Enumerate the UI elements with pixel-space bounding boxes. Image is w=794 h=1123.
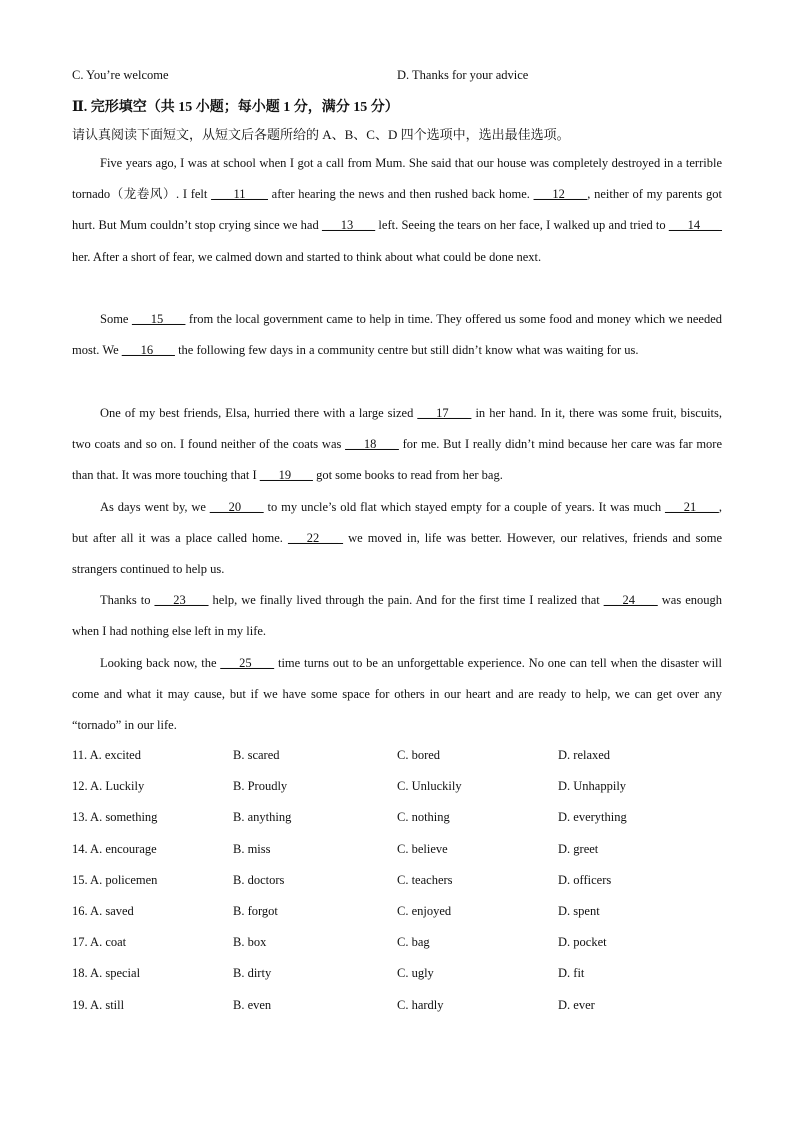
question-16-option-a: 16. A. saved — [72, 904, 134, 918]
question-11-option-c: C. bored — [397, 748, 441, 762]
passage-text: Five years ago, I was at school when I got a call from Mum. She said that our house was completely destroyed in a terrible tornado（龙卷风）. I felt — [72, 156, 722, 202]
section-instruction: 请认真阅读下面短文，从短文后各题所给的 A、B、C、D 四个选项中，选出最佳选项。 — [72, 127, 570, 142]
answer-blank: ___23___ — [154, 593, 209, 607]
passage-text: One of my best friends, Elsa, hurried there with a large sized — [100, 406, 418, 420]
answer-blank: ___19___ — [259, 468, 313, 483]
option-d-prev: D. Thanks for your advice — [397, 68, 529, 82]
question-19-option-c: C. hardly — [397, 997, 444, 1012]
passage-paragraph-4 — [72, 492, 722, 586]
answer-blank: ___14___ — [668, 218, 723, 233]
passage-text: Some — [100, 312, 132, 326]
answer-blank: ___22___ — [288, 531, 344, 546]
question-16-option-c: C. enjoyed — [397, 904, 452, 918]
answer-blank: ___12___ — [533, 187, 588, 202]
passage-paragraph-6 — [72, 648, 722, 742]
passage-text: got some books to read from her bag. — [312, 468, 503, 483]
passage-text: the following few days in a community centre but still didn’t know what was waiting for us. — [174, 343, 639, 358]
question-19-option-a: 19. A. still — [72, 997, 125, 1012]
passage-text: was enough when I had nothing else left in my life. — [72, 593, 723, 639]
question-13-option-c: C. nothing — [397, 810, 450, 825]
question-12-option-a: 12. A. Luckily — [72, 779, 145, 794]
passage-text: to my uncle’s old flat which stayed empty for a couple of years. It was much — [263, 500, 666, 514]
question-14-option-b: B. miss — [233, 841, 271, 856]
question-17-option-b: B. box — [233, 935, 267, 950]
question-15-option-d: D. officers — [558, 872, 612, 887]
question-17-option-d: D. pocket — [558, 935, 607, 950]
answer-blank: ___16___ — [121, 343, 175, 358]
question-19-option-d: D. ever — [558, 997, 595, 1012]
answer-blank: ___25___ — [220, 656, 275, 670]
question-14-option-c: C. believe — [397, 841, 448, 856]
passage-text: her. After a short of fear, we calmed down and started to think about what could be done next. — [72, 249, 542, 264]
passage-text: Looking back now, the — [100, 656, 221, 670]
question-12-option-d: D. Unhappily — [558, 779, 627, 794]
passage-text: after hearing the news and then rushed back home. — [267, 187, 534, 202]
passage-paragraph-2 — [72, 304, 722, 366]
question-17-option-a: 17. A. coat — [72, 935, 127, 950]
question-13-option-d: D. everything — [558, 810, 627, 825]
question-16-option-b: B. forgot — [233, 904, 278, 918]
answer-blank: ___17___ — [417, 406, 472, 420]
answer-blank: ___21___ — [665, 500, 719, 514]
question-18-option-c: C. ugly — [397, 966, 434, 981]
question-12-option-c: C. Unluckily — [397, 779, 462, 794]
passage-paragraph-5 — [72, 585, 722, 647]
passage-text: we moved in, life was better. However, our relatives, friends and some strangers continued to help us. — [72, 531, 723, 577]
question-12-option-b: B. Proudly — [233, 779, 288, 794]
question-17-option-c: C. bag — [397, 935, 430, 950]
question-15-option-a: 15. A. policemen — [72, 872, 158, 887]
section-title: Ⅱ. 完形填空（共 15 小题；每小题 1 分，满分 15 分） — [72, 100, 399, 115]
question-13-option-b: B. anything — [233, 810, 292, 825]
passage-text: , but after all it was a place called home. — [72, 500, 723, 546]
question-15-option-b: B. doctors — [233, 872, 285, 887]
passage-text: from the local government came to help in time. They offered us some food and money which we needed most. We — [72, 312, 722, 358]
question-18-option-a: 18. A. special — [72, 966, 141, 981]
passage-text: in her hand. In it, there was some fruit, biscuits, two coats and so on. I found neither of the coats was — [72, 406, 723, 452]
question-14-option-d: D. greet — [558, 841, 599, 856]
answer-blank: ___20___ — [209, 500, 264, 514]
question-16-option-d: D. spent — [558, 904, 600, 918]
question-11-option-b: B. scared — [233, 748, 280, 762]
passage-paragraph-3 — [72, 398, 722, 492]
passage-text: for me. But I really didn’t mind because her care was far more than that. It was more touching that I — [72, 437, 723, 483]
passage-text: time turns out to be an unforgettable experience. No one can tell when the disaster will come and what it may cause, but if we have some space for others in our heart and are ready to help, we can get over any “tornado” in our life. — [72, 656, 722, 733]
question-11-option-d: D. relaxed — [558, 748, 611, 762]
question-18-option-b: B. dirty — [233, 966, 272, 981]
passage-paragraph-1 — [72, 148, 722, 273]
passage-text: , neither of my parents got hurt. But Mum couldn’t stop crying since we had — [72, 187, 722, 233]
answer-blank: ___15___ — [131, 312, 186, 326]
question-18-option-d: D. fit — [558, 966, 585, 981]
passage-text: Thanks to — [100, 593, 155, 607]
answer-blank: ___24___ — [603, 593, 658, 607]
answer-blank: ___18___ — [345, 437, 399, 452]
question-15-option-c: C. teachers — [397, 872, 453, 887]
question-11-option-a: 11. A. excited — [72, 748, 141, 762]
option-c-prev: C. You’re welcome — [72, 68, 169, 82]
passage-text: left. Seeing the tears on her face, I walked up and tried to — [375, 218, 669, 233]
question-13-option-a: 13. A. something — [72, 810, 158, 825]
answer-blank: ___11___ — [211, 187, 268, 202]
passage-text: As days went by, we — [100, 500, 210, 514]
passage-text: help, we finally lived through the pain. And for the first time I realized that — [208, 593, 604, 607]
question-14-option-a: 14. A. encourage — [72, 841, 157, 856]
answer-blank: ___13___ — [321, 218, 376, 233]
question-19-option-b: B. even — [233, 997, 272, 1012]
